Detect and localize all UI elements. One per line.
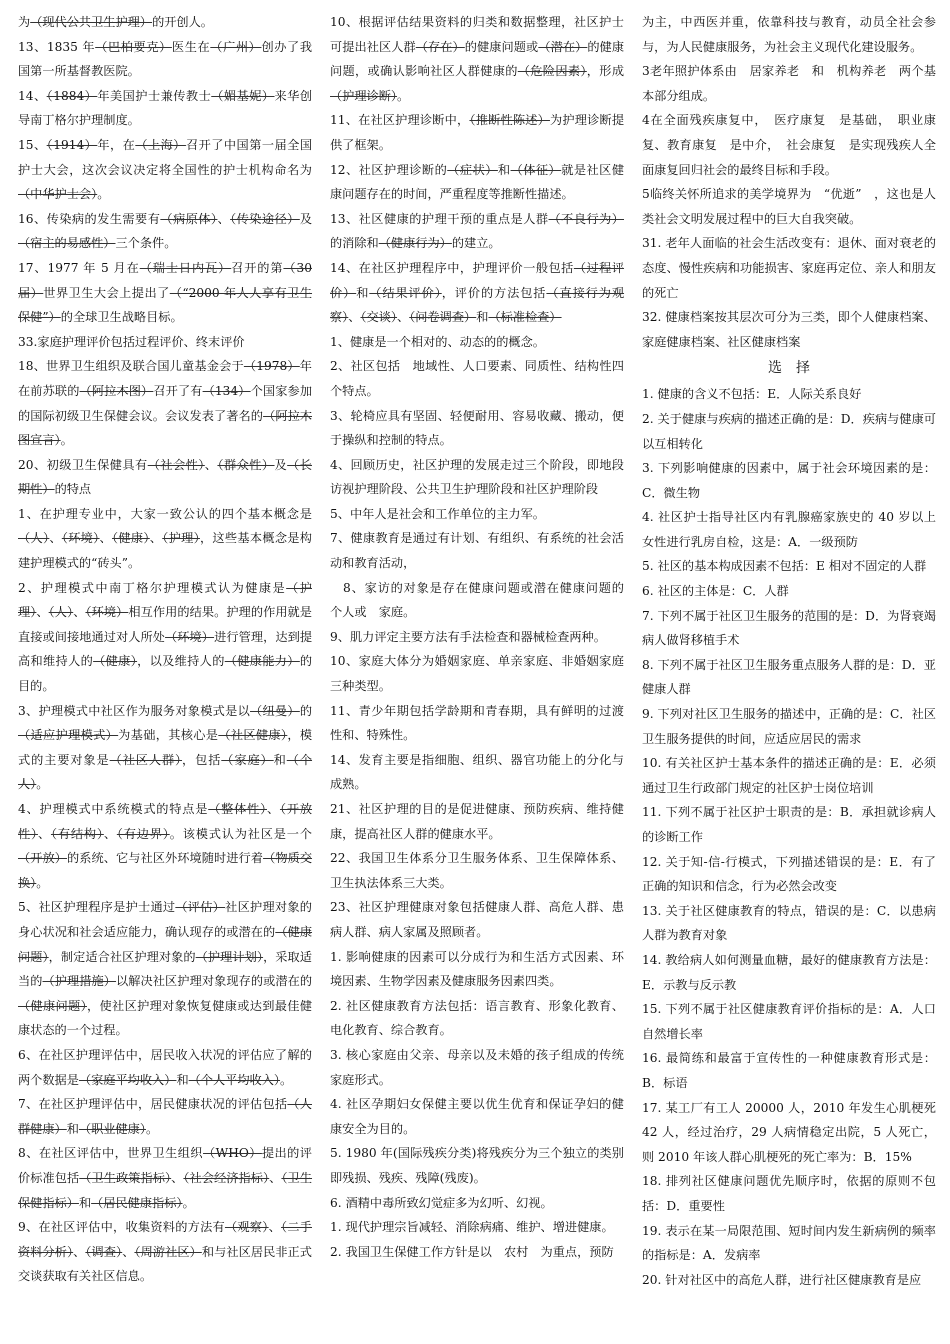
text-paragraph: 9. 下列对社区卫生服务的描述中，正确的是：C．社区卫生服务提供的时间，应适应居民的需求: [642, 707, 936, 746]
answer-text: （卫生政策指标）: [79, 1170, 172, 1185]
text-paragraph: 4在全面残疾康复中， 医疗康复 是基础， 职业康复、教育康复 是中介， 社会康复 是实现残疾人全面康复回归社会的最终目标和手段。: [642, 113, 936, 177]
answer-text: （不良行为）: [548, 211, 624, 226]
text-paragraph: 12、社区护理诊断的（症状）和（体征）就是社区健康问题存在的时间，严重程度等推断性描述。: [330, 162, 625, 202]
text-paragraph: 4、回顾历史，社区护理的发展走过三个阶段，即地段访视护理阶段、公共卫生护理阶段和社区护理阶段: [330, 457, 624, 497]
answer-text: （存在）: [415, 39, 465, 54]
answer-text: （适应护理模式）: [18, 728, 119, 743]
text-paragraph: 17. 某工厂有工人 20000 人，2010 年发生心肌梗死 42 人，经过治疗，29 人病情稳定出院，5 人死亡，则 2010 年该人群心肌梗死的死亡率为：B．15%: [642, 1100, 936, 1164]
text-paragraph: 2、护理模式中南丁格尔护理模式认为健康是（护理）、（人）、（环境）相互作用的结果。护理的作用就是直接或间接地通过对人所处（环境）进行管理，达到提高和维持人的（健康），以及维持人的（健康能力）的目的。: [18, 580, 313, 694]
answer-text: （人）: [18, 531, 50, 546]
answer-text: （标准检查）: [488, 310, 562, 325]
text-paragraph: 14. 教给病人如何测量血糖，最好的健康教育方法是：E．示教与反示教: [642, 952, 936, 992]
answer-text: （调查）: [85, 1244, 123, 1259]
answer-text: （瑞士日内瓦）: [139, 260, 232, 275]
answer-text: （健康能力）: [224, 654, 300, 669]
text-paragraph: 11、在社区护理诊断中，（推断性陈述）为护理诊断提供了框架。: [330, 113, 625, 152]
answer-text: （宿主的易感性）: [18, 236, 116, 251]
text-paragraph: 32. 健康档案按其层次可分为三类，即个人健康档案、家庭健康档案、社区健康档案: [642, 310, 936, 349]
answer-text: （长期性）: [18, 457, 312, 497]
text-paragraph: 3、护理模式中社区作为服务对象模式是以（纽曼）的（适应护理模式）为基础，其核心是（社区健康），模式的主要对象是（社区人群），包括（家庭）和（个人）。: [18, 703, 313, 792]
text-paragraph: 14、在社区护理程序中，护理评价一般包括（过程评价）和（结果评价），评价的方法包括（直接行为观察）、（交谈）、（问卷调查）和（标准检查）: [330, 260, 625, 325]
text-paragraph: 33.家庭护理评价包括过程评价、终末评价: [18, 334, 245, 349]
text-paragraph: 1. 健康的含义不包括：E．人际关系良好: [642, 387, 862, 402]
text-paragraph: 5、社区护理程序是护士通过（评估）社区护理对象的身心状况和社会适应能力，确认现存的或潜在的（健康问题），制定适合社区护理对象的（护理计划），采取适当的（护理措施）以解决社区护理对象现存的或潜在的（健康问题），使社区护理对象恢复健康或达到最佳健康状态的一个过程。: [18, 900, 313, 1038]
text-paragraph: 9、肌力评定主要方法有手法检查和器械检查两种。: [330, 629, 606, 644]
answer-text: （上海）: [135, 137, 186, 152]
text-paragraph: 为主，中西医并重，依靠科技与教育，动员全社会参与，为人民健康服务，为社会主义现代化建设服务。: [642, 15, 936, 54]
answer-text: （评估）: [175, 900, 226, 915]
text-paragraph: 3. 核心家庭由父亲、母亲以及未婚的孩子组成的传统家庭形式。: [330, 1047, 624, 1087]
answer-text: （社会性）: [147, 457, 205, 472]
answer-text: （观察）: [224, 1220, 269, 1235]
answer-text: （有边界）: [116, 826, 170, 841]
text-column-left: [18, 10, 312, 1344]
answer-text: （潜在）: [538, 39, 588, 54]
text-paragraph: 1、健康是一个相对的、动态的的概念。: [330, 334, 545, 349]
text-paragraph: 20、初级卫生保健具有（社会性）、（群众性）及（长期性）的特点: [18, 457, 312, 497]
answer-text: （开放）: [18, 851, 68, 866]
answer-text: （纽曼）: [250, 703, 300, 718]
answer-text: （1914）: [46, 137, 98, 152]
answer-text: （社会经济指标）: [183, 1170, 270, 1185]
answer-text: （健康）: [112, 531, 150, 546]
answer-text: （危险因素）: [517, 64, 587, 79]
answer-text: （环境）: [165, 629, 215, 644]
text-paragraph: 5、中年人是社会和工作单位的主力军。: [330, 506, 545, 521]
answer-text: （阿拉木图）: [79, 383, 154, 398]
text-paragraph: 选 择: [768, 360, 810, 377]
text-paragraph: 3. 下列影响健康的因素中，属于社会环境因素的是：C．微生物: [642, 461, 936, 500]
text-paragraph: 5. 社区的基本构成因素不包括：E 相对不固定的人群: [642, 559, 927, 574]
answer-text: （周游社区）: [134, 1244, 202, 1259]
text-paragraph: 8. 下列不属于社区卫生服务重点服务人群的是：D．亚健康人群: [642, 657, 936, 697]
text-paragraph: 2. 我国卫生保健工作方针是以 农村 为重点，预防: [330, 1244, 614, 1259]
answer-text: （环境）: [85, 605, 129, 620]
answer-text: （护理措施）: [42, 974, 117, 989]
answer-text: （阿拉木图宣言）: [18, 408, 313, 448]
text-paragraph: 9、在社区评估中，收集资料的方法有（观察）、（二手资料分析）、（调查）、（周游社区）和与社区居民非正式交谈获取有关社区信息。: [18, 1220, 312, 1284]
text-paragraph: 1. 影响健康的因素可以分成行为和生活方式因素、环境因素、生物学因素及健康服务因素四类。: [330, 949, 624, 989]
answer-text: （1884）: [46, 88, 98, 103]
answer-text: （病原体）: [160, 211, 218, 226]
text-paragraph: 13、1835 年（巴柏要克）医生在（广州）创办了我国第一所基督教医院。: [18, 39, 313, 79]
answer-text: （物质交换）: [18, 851, 313, 890]
text-paragraph: 为（现代公共卫生护理）的开创人。: [18, 15, 213, 29]
answer-text: （“2000 年人人享有卫生保健”）: [18, 285, 313, 325]
answer-text: （过程评价）: [330, 260, 625, 300]
answer-text: （30 届）: [18, 260, 312, 300]
text-paragraph: 1. 现代护理宗旨减轻、消除病痛、维护、增进健康。: [330, 1220, 614, 1235]
text-paragraph: 2. 社区健康教育方法包括：语言教育、形象化教育、电化教育、综合教育。: [330, 998, 624, 1038]
answer-text: （中华护士会）: [18, 187, 98, 202]
answer-text: （护理诊断）: [330, 88, 398, 103]
answer-text: （二手资料分析）: [18, 1220, 312, 1259]
text-paragraph: 7、健康教育是通过有计划、有组织、有系统的社会活动和教育活动，: [330, 531, 624, 571]
text-paragraph: 12. 关于知-信-行模式，下列描述错误的是：E．有了正确的知识和信念，行为必然会改变: [642, 854, 936, 894]
answer-text: （广州）: [210, 39, 262, 54]
answer-text: （直接行为观察）: [330, 285, 625, 325]
answer-text: （结果评价）: [369, 285, 442, 300]
text-paragraph: 17、1977 年 5 月在（瑞士日内瓦）召开的第（30 届）世界卫生大会上提出了（“2000 年人人享有卫生保健”）的全球卫生战略目标。: [18, 260, 313, 325]
text-paragraph: 18、世界卫生组织及联合国儿童基金会于（1978）年在前苏联的（阿拉木图）召开了有（134）个国家参加的国际初级卫生保健会议。会议发表了著名的（阿拉木图宣言）。: [18, 359, 313, 448]
answer-text: （社区人群）: [109, 752, 183, 767]
text-paragraph: 21、社区护理的目的是促进健康、预防疾病、维持健康，提高社区人群的健康水平。: [330, 802, 624, 841]
answer-text: （居民健康指标）: [91, 1195, 183, 1210]
answer-text: （健康问题）: [18, 998, 88, 1013]
text-paragraph: 20. 针对社区中的高危人群，进行社区健康教育是应: [642, 1272, 922, 1287]
text-paragraph: 18. 排列社区健康问题优先顺序时，依据的原则不包括：D．重要性: [642, 1174, 936, 1213]
answer-text: （人群健康）: [18, 1097, 312, 1136]
text-paragraph: 6. 酒精中毒所致幻觉症多为幻听、幻视。: [330, 1195, 553, 1210]
text-paragraph: 2、社区包括 地域性、人口要素、同质性、结构性四个特点。: [330, 359, 624, 398]
answer-text: （个人平均收入）: [188, 1072, 281, 1087]
text-paragraph: 10、根据评估结果资料的归类和数据整理，社区护士可提出社区人群（存在）的健康问题或（潜在）的健康问题，或确认影响社区人群健康的（危险因素），形成（护理诊断）。: [330, 15, 625, 103]
answer-text: （有结构）: [50, 826, 104, 841]
answer-text: （开放性）: [18, 802, 313, 841]
text-paragraph: 4. 社区孕期妇女保健主要以优生优育和保证孕妇的健康安全为目的。: [330, 1097, 624, 1136]
text-paragraph: 11. 下列不属于社区护士职责的是：B．承担就诊病人的诊断工作: [642, 805, 936, 844]
answer-text: （护理计划）: [195, 949, 264, 964]
answer-text: （134）: [202, 383, 251, 398]
text-paragraph: 22、我国卫生体系分卫生服务体系、卫生保障体系、卫生执法体系三大类。: [330, 851, 624, 890]
answer-text: （护理）: [162, 531, 200, 546]
text-paragraph: 14、发育主要是指细胞、组织、器官功能上的分化与成熟。: [330, 752, 624, 792]
answer-text: （健康）: [93, 654, 138, 669]
text-paragraph: 10、家庭大体分为婚姻家庭、单亲家庭、非婚姻家庭三种类型。: [330, 654, 624, 694]
text-paragraph: 4. 社区护士指导社区内有乳腺癌家族史的 40 岁以上女性进行乳房自检，这是：A．一级预防: [642, 510, 936, 549]
answer-text: （家庭平均收入）: [78, 1072, 177, 1087]
text-paragraph: 31. 老年人面临的社会生活改变有：退休、面对衰老的态度、慢性疾病和功能损害、家庭再定位、亲人和朋友的死亡: [642, 236, 936, 300]
text-paragraph: 5. 1980 年(国际残疾分类)将残疾分为三个独立的类别即残损、残疾、残障(残废)。: [330, 1146, 624, 1185]
answer-text: （职业健康）: [78, 1121, 146, 1136]
text-paragraph: 2. 关于健康与疾病的描述正确的是：D．疾病与健康可以互相转化: [642, 411, 936, 451]
answer-text: （体征）: [510, 162, 562, 177]
answer-text: （媚基妮）: [211, 88, 275, 103]
text-column-middle: [330, 10, 637, 1344]
text-paragraph: 8、在社区评估中，世界卫生组织（WHO）提出的评价标准包括（卫生政策指标）、（社会经济指标）、（卫生保健指标）和（居民健康指标）。: [18, 1146, 313, 1210]
answer-text: （护理）: [18, 580, 312, 620]
text-paragraph: 7. 下列不属于社区卫生服务的范围的是：D．为肾衰竭病人做肾移植手术: [642, 608, 936, 648]
text-paragraph: 3、轮椅应具有坚固、轻便耐用、容易收藏、搬动，便于操纵和控制的特点。: [330, 408, 624, 448]
text-paragraph: 15. 下列不属于社区健康教育评价指标的是：A．人口自然增长率: [642, 1002, 936, 1041]
answer-text: （环境）: [61, 531, 100, 546]
answer-text: （社区健康）: [218, 728, 288, 743]
answer-text: （整体性）: [208, 802, 267, 816]
text-paragraph: 1、在护理专业中，大家一致公认的四个基本概念是（人）、（环境）、（健康）、（护理），这些基本概念是构建护理模式的“砖头”。: [18, 506, 312, 571]
text-paragraph: 7、在社区护理评估中，居民健康状况的评估包括（人群健康）和（职业健康）。: [18, 1097, 312, 1136]
text-paragraph: 11、青少年期包括学龄期和青春期，具有鲜明的过渡性和、特殊性。: [330, 703, 624, 743]
text-paragraph: 6. 社区的主体是：C．人群: [642, 584, 789, 599]
answer-text: （症状）: [447, 162, 498, 177]
answer-text: （人）: [48, 605, 74, 620]
text-column-right: [642, 10, 936, 1344]
answer-text: （推断性陈述）: [469, 113, 550, 128]
answer-text: （个人）: [18, 752, 313, 792]
text-paragraph: 16. 最简练和最富于宣传性的一种健康教育形式是：B．标语: [642, 1051, 936, 1090]
answer-text: （群众性）: [217, 457, 275, 472]
text-paragraph: 16、传染病的发生需要有（病原体）、（传染途径）及（宿主的易感性）三个条件。: [18, 211, 312, 251]
answer-text: （健康问题）: [18, 924, 313, 964]
answer-text: （1978）: [243, 359, 300, 374]
text-paragraph: 3老年照护体系由 居家养老 和 机构养老 两个基本部分组成。: [642, 64, 936, 103]
answer-text: （现代公共卫生护理）: [30, 15, 153, 29]
answer-text: （问卷调查）: [409, 310, 477, 325]
text-paragraph: 4、护理模式中系统模式的特点是（整体性）、（开放性）、（有结构）、（有边界）。该模式认为社区是一个（开放）的系统、它与社区外环境随时进行着（物质交换）。: [18, 802, 313, 890]
answer-text: （家庭）: [221, 752, 274, 767]
answer-text: （传染途径）: [230, 211, 300, 226]
text-paragraph: 23、社区护理健康对象包括健康人群、高危人群、患病人群、病人家属及照顾者。: [330, 900, 624, 939]
text-paragraph: 13. 关于社区健康教育的特点，错误的是：C．以患病人群为教育对象: [642, 903, 936, 943]
text-paragraph: 6、在社区护理评估中，居民收入状况的评估应了解的两个数据是（家庭平均收入）和（个人平均收入）。: [18, 1047, 312, 1087]
answer-text: （健康行为）: [378, 236, 452, 251]
text-paragraph: 14、（1884）年美国护士兼传教士（媚基妮）来华创导南丁格尔护理制度。: [18, 88, 313, 128]
text-paragraph: 8、家访的对象是存在健康问题或潜在健康问题的 个人或 家庭。: [330, 580, 637, 620]
text-paragraph: 15、（1914）年，在（上海）召开了中国第一届全国护士大会，这次会议决定将全国性的护士机构命名为（中华护士会）。: [18, 137, 313, 202]
answer-text: （巴柏要克）: [95, 39, 172, 54]
answer-text: （WHO）: [203, 1146, 262, 1161]
text-paragraph: 13、社区健康的护理干预的重点是人群（不良行为）的消除和（健康行为）的建立。: [330, 211, 624, 251]
answer-text: （交谈）: [360, 310, 398, 325]
text-paragraph: 19. 表示在某一局限范围、短时间内发生新病例的频率的指标是：A．发病率: [642, 1223, 936, 1263]
text-paragraph: 10. 有关社区护士基本条件的描述正确的是：E．必须通过卫生行政部门规定的社区护士岗位培训: [642, 756, 936, 795]
text-paragraph: 5临终关怀所追求的美学境界为 “优逝” ，这也是人类社会文明发展过程中的巨大自我突破。: [642, 187, 936, 226]
answer-text: （卫生保健指标）: [18, 1170, 313, 1210]
